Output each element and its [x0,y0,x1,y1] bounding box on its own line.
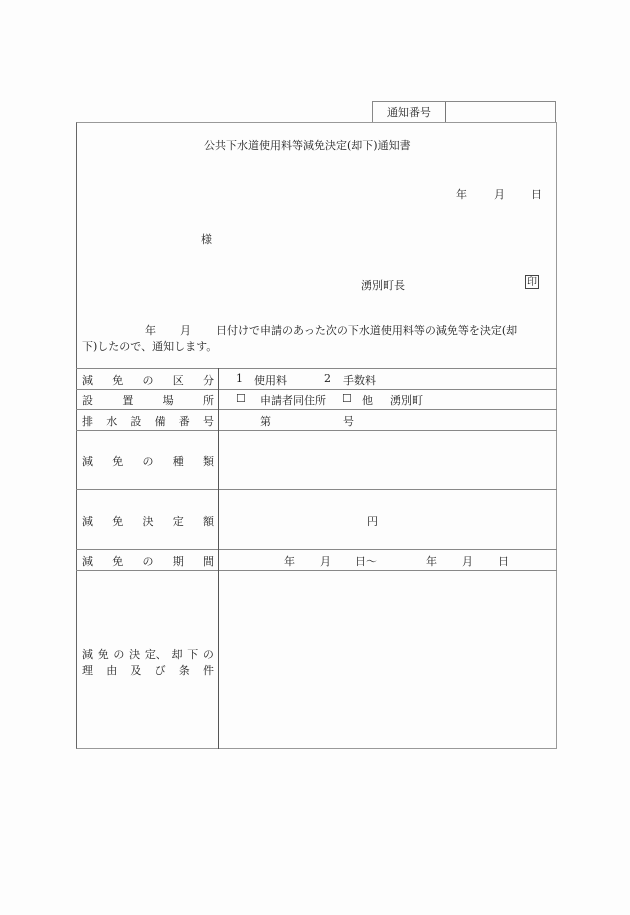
date-day: 日 [531,188,542,201]
divider [76,409,557,410]
checkbox-same-address[interactable]: ☐ [236,392,246,405]
label-char: 決 [142,515,154,528]
label-char: 番 [178,415,190,428]
notice-number-field[interactable] [446,102,555,122]
row-label-installation-location [82,392,214,408]
number-suffix: 号 [343,415,354,428]
town-name: 湧別町 [390,394,423,407]
label-char: 間 [203,555,214,568]
amount-unit: 円 [367,515,378,528]
body-year: 年 [145,324,156,337]
label-char: 由 [106,664,118,677]
label-char: 減 [82,455,93,468]
row-label-drainage-facility-number [82,413,214,429]
row-label-exemption-amount [82,513,214,529]
period-start-day: 日〜 [355,555,377,568]
row-label-reason-line2 [82,662,214,678]
label-char: 下 [187,648,199,661]
label-char: 分 [203,374,214,387]
label-char: 区 [172,374,184,387]
divider [76,389,557,390]
label-char: 額 [203,515,214,528]
label-char: 免 [97,648,109,661]
issuer-name: 湧別町長 [361,279,405,292]
label-char: の [142,555,154,568]
row-label-exemption-category [82,372,214,388]
label-char: 免 [112,515,124,528]
seal-icon: 印 [527,277,537,288]
label-char: 設 [130,415,142,428]
row-label-reason-line1 [82,646,214,662]
row-label-exemption-type [82,453,214,469]
label-char: 理 [82,664,93,677]
other-label: 他 [362,394,373,407]
divider [76,549,557,550]
period-end-year: 年 [426,555,437,568]
column-divider [218,368,219,749]
label-char: 水 [106,415,118,428]
body-text-line1: 日付けで申請のあった次の下水道使用料等の減免等を決定(却 [216,324,518,337]
body-month: 月 [180,324,191,337]
label-char: 排 [82,415,93,428]
period-start-month: 月 [320,555,331,568]
label-char: 置 [122,394,134,407]
notice-number-label: 通知番号 [373,102,446,122]
divider [76,570,557,571]
label-char: 所 [202,394,214,407]
date-year: 年 [456,188,467,201]
same-address-label: 申請者同住所 [260,394,326,407]
label-char: 却 [171,648,183,661]
label-char: 減 [82,515,93,528]
period-end-month: 月 [462,555,473,568]
body-text-line2: 下)したので、通知します。 [82,340,218,353]
label-char: び [154,664,166,677]
label-char: の [142,374,154,387]
label-char: 件 [202,664,214,677]
label-char: 減 [82,555,93,568]
divider [76,489,557,490]
option-handling-fee[interactable]: 手数料 [343,374,376,387]
label-char: 免 [112,455,124,468]
label-char: 定、 [144,648,167,661]
label-char: 種 [172,455,184,468]
label-char: 備 [154,415,166,428]
option-1-number: 1 [236,372,243,385]
label-char: 決 [129,648,141,661]
label-char: 類 [203,455,214,468]
label-char: 定 [172,515,184,528]
period-end-day: 日 [498,555,509,568]
divider [76,430,557,431]
label-char: 号 [202,415,214,428]
label-char: 条 [178,664,190,677]
label-char: の [142,455,154,468]
option-2-number: 2 [324,372,331,385]
label-char: の [113,648,125,661]
label-char: 免 [112,555,124,568]
label-char: 減 [82,374,93,387]
label-char: 期 [172,555,184,568]
checkbox-other[interactable]: ☐ [342,392,352,405]
label-char: 及 [130,664,142,677]
document-title: 公共下水道使用料等減免決定(却下)通知書 [204,139,411,152]
date-month: 月 [494,188,505,201]
recipient-suffix: 様 [201,233,212,246]
divider [76,368,557,369]
row-label-exemption-period [82,553,214,569]
period-start-year: 年 [284,555,295,568]
label-char: 設 [82,394,93,407]
option-usage-fee[interactable]: 使用料 [254,374,287,387]
label-char: 場 [162,394,174,407]
label-char: の [202,648,214,661]
label-char: 免 [112,374,124,387]
label-char: 減 [82,648,93,661]
notice-number-box [372,101,556,122]
number-prefix: 第 [260,415,271,428]
